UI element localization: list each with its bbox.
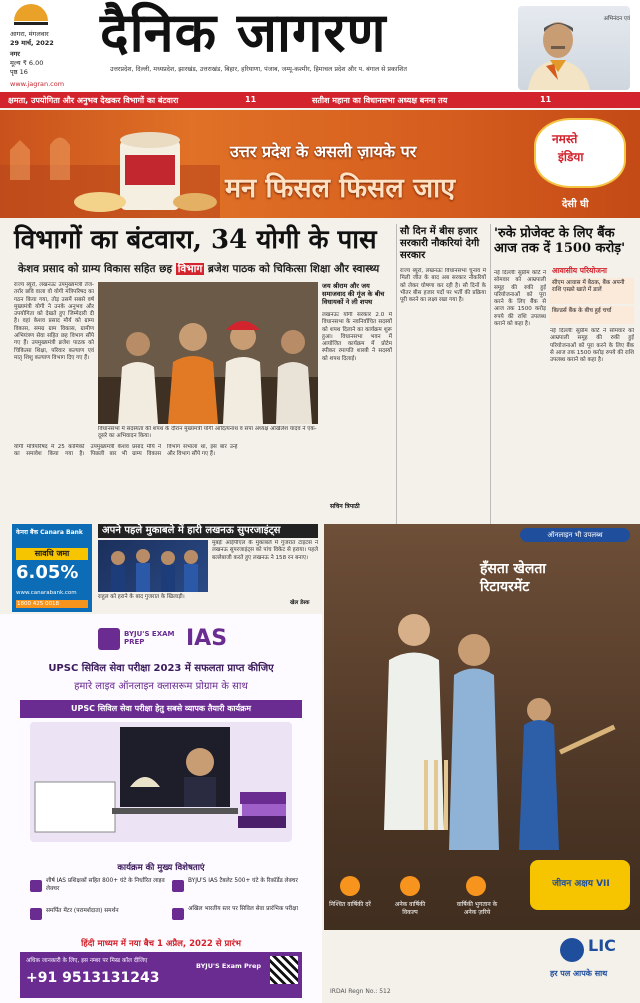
canara-bank: केनरा बैंक Canara Bank — [16, 529, 83, 536]
cricket-team-icon — [98, 540, 208, 592]
byjus-feature-4: अखिल भारतीय स्तर पर सिविल सेवा प्रारंभिक परीक्षा — [188, 906, 298, 912]
byjus-app[interactable]: BYJU'S Exam Prep — [196, 962, 262, 970]
oath-body: लखनऊः योगी सरकार 2.0 में विधानसभा के नवनिर्वाचित सदस्यों को शपथ दिलाने का कार्यक्रम शुरू हुआ। विधानसभा भवन में आयोजित कार्यक्रम में प्रोटेम स्पीकर रमापति शास्त्री ने सदस्यों को शपथ दिलाई। — [322, 312, 392, 362]
lic-badge-2: अनेक वार्षिकी विकल्प — [394, 901, 426, 916]
assembly-photo-icon — [98, 282, 318, 424]
brand-mid: इंडिया — [558, 150, 584, 164]
byjus-logo-icon — [98, 628, 120, 650]
ad-line-1: उत्तर प्रदेश के असली ज़ायके पर — [230, 142, 417, 161]
canara-label: सावधि जमा — [16, 548, 88, 560]
mentor-icon — [30, 908, 42, 920]
column-divider-2 — [490, 224, 491, 524]
byjus-title: UPSC सिविल सेवा परीक्षा 2023 में सफलता प्राप्त कीजिए — [48, 663, 274, 674]
deck-part-c: ब्रजेश पाठक को चिकित्सा शिक्षा और स्वास्थ्य — [207, 263, 380, 275]
lsg-headline[interactable]: अपने पहले मुकाबले में हारी लखनऊ सुपरजाइंट्स — [98, 524, 318, 538]
tablet-icon — [172, 880, 184, 892]
lic-reg: IRDAI Regn No.: 512 — [330, 988, 391, 995]
options-icon — [400, 876, 420, 896]
lic-badge-1: निश्चित वार्षिकी दरें — [329, 901, 371, 908]
canara-rate: 6.05% — [16, 562, 79, 583]
lead-column-1: राज्य ब्यूरो, लखनऊः उपमुख्यमंत्री तेज-तर्रार छवि वाला वो योगी मंत्रिपरिषद का गठन किया गया, तोड़ उसमें सबसे वर्ष मुख्यमंत्री योगी ने उनके अनुभव और उपयोगिता को देखते हुए जिम्मेदारी दी है। वहां केशव प्रसाद मौर्य को ग्राम्य विकास, समग्र ग्राम विकास, ग्रामीण अभियंत्रण सेवा सहित छह विभाग सौंपे गए हैं। उपमुख्यमंत्री ब्रजेश पाठक को चिकित्सा शिक्षा, परिवार कल्याण एवं मातृ शिशु कल्याण विभाग दिए गए हैं। — [14, 282, 94, 361]
lecture-icon — [30, 880, 42, 892]
byjus-features-title: कार्यक्रम की मुख्य विशेषताएं — [117, 863, 205, 873]
edition: नगर — [10, 50, 20, 58]
lic-slogan: हर पल आपके साथ — [550, 969, 608, 978]
jobs-headline[interactable]: सौ दिन में बीस हजार सरकारी नौकरियां देगी सरकार — [400, 226, 480, 261]
logo-underline — [14, 22, 48, 25]
ticker-right[interactable]: सतीश महाना का विधानसभा अध्यक्ष बनना तय — [312, 96, 448, 105]
canara-site[interactable]: www.canarabank.com — [16, 590, 77, 596]
ad-line-2: मन फिसल फिसल जाए — [225, 173, 456, 204]
byjus-contact-label: अधिक जानकारी के लिए, इस नम्बर पर मिस्ड कॉल दीजिए — [26, 958, 148, 964]
lead-lower-body: योगी मंत्रिपरिषद में 25 कार्मिकों का समावेश किया गया है। उपमुख्यमंत्री केशव प्रसाद मौर्य ने पिछली बार भी ग्राम्य विकास विभाग संभाला था, इस बार उन्हें और विभाग सौंपे गए हैं। — [14, 444, 238, 458]
ticker-left-page: 11 — [245, 95, 257, 104]
lead-headline[interactable]: विभागों का बंटवारा, 34 योगी के पास — [14, 225, 377, 255]
rate-icon — [340, 876, 360, 896]
bank-body-2: नई दिल्लीः सुप्रीम कोर्ट ने सोमवार को आम्रपाली समूह की रुकी हुई परियोजनाओं को पूरा करने के लिए बैंक से आज तक 1500 करोड़ रुपये की राशि उपलब्ध कराने को कहा है। — [550, 328, 634, 364]
byjus-feature-3: समर्पित मेंटर (परामर्शदाता) समर्थन — [46, 908, 119, 914]
bank-body: नई दिल्लीः सुप्रीम कोर्ट ने सोमवार को आम्रपाली समूह की रुकी हुई परियोजनाओं को पूरा करने के लिए बैंक से आज तक 1500 करोड़ रुपये की राशि उपलब्ध कराने को कहा है। — [494, 270, 546, 328]
qr-code-icon[interactable] — [270, 956, 298, 984]
byjus-visual — [30, 722, 292, 842]
canara-toll: 1800 425 0018 — [16, 600, 88, 608]
lead-author: सचिन त्रिपाठी — [330, 503, 360, 510]
laptop-books-icon — [30, 722, 292, 842]
jobs-body: राज्य ब्यूरो, लखनऊः विधानसभा चुनाव में मिली जीत के बाद अब सरकार नौकरियों को लेकर घोषणा कर रही है। सौ दिनों के भीतर बीस हजार पदों पर भर्ती की प्रक्रिया पूरी करने का लक्ष्य रखा गया है। — [400, 268, 486, 304]
lsg-body: मुंबईः आईपीएल के मुकाबले में गुजरात टाइटंस ने लखनऊ सुपरजाइंट्स को पांच विकेट से हराया। पहले बल्लेबाजी करते हुए लखनऊ ने 158 रन बनाए। — [212, 540, 318, 561]
byjus-subtitle: हमारे लाइव ऑनलाइन क्लासरूम प्रोग्राम के साथ — [74, 681, 248, 692]
bank-headline[interactable]: 'रुके प्रोजेक्ट के लिए बैंक आज तक दें 1500 करोड़' — [494, 226, 626, 256]
lic-brand: LIC — [588, 936, 616, 955]
byjus-feature-2: BYJU'S IAS टैबलेट 500+ घंटे के रिकॉर्डेड लेक्चर — [188, 878, 298, 884]
byjus-start: हिंदी माध्यम में नया बैच 1 अप्रैल, 2022 से प्रारंभ — [81, 939, 241, 949]
bank-bullet-2: बिल्डर्स बैंक के बीच हुई चर्चा — [550, 306, 634, 324]
byjus-feature-1: शीर्ष IAS प्रशिक्षकों सहित 800+ घंटे के निर्धारित लाइव लेक्चर — [46, 878, 165, 892]
lsg-caption: राहुल को हराने के बाद गुजरात के खिलाड़ी। — [98, 594, 185, 600]
website-link[interactable]: www.jagran.com — [10, 80, 65, 88]
pages: पृष्ठ 16 — [10, 68, 28, 76]
date: 29 मार्च, 2022 — [10, 39, 54, 47]
family-cricket-icon — [324, 600, 640, 870]
oath-subhead[interactable]: जय श्रीराम और जय समाजवाद की गूंज के बीच विधायकों ने ली शपथ — [322, 282, 385, 306]
byjus-phone[interactable]: +91 9513131243 — [26, 970, 160, 986]
editions-line: उत्तरप्रदेश, दिल्ली, मध्यप्रदेश, झारखंड, उत्तराखंड, बिहार, हरियाणा, पंजाब, जम्मू-कश्मीर, हिमाचल प्रदेश और प. बंगाल से प्रकाशित — [110, 66, 407, 73]
byjus-banner: UPSC सिविल सेवा परीक्षा हेतु सबसे व्यापक तैयारी कार्यक्रम — [20, 700, 302, 718]
price: मूल्य ₹ 6.00 — [10, 59, 44, 67]
lead-photo — [98, 282, 318, 424]
deck-part-b: विभाग — [177, 263, 203, 275]
lic-online: ऑनलाइन भी उपलब्ध — [520, 528, 630, 542]
lic-tagline: हँसता खेलता रिटायरमेंट — [480, 561, 546, 595]
portrait-caption: अभिनंदन एवं — [603, 16, 630, 22]
deck-part-a: केशव प्रसाद को ग्राम्य विकास सहित छह — [18, 263, 173, 275]
ticker-right-page: 11 — [540, 95, 552, 104]
lsg-photo — [98, 540, 208, 592]
city-skyline-icon — [0, 110, 220, 218]
date-line: आगरा, मंगलवार — [10, 30, 49, 38]
byjus-ias: IAS — [186, 626, 228, 651]
ticker-left[interactable]: क्षमता, उपयोगिता और अनुभव देखकर विभागों का बंटवारा — [8, 96, 179, 105]
brand-top: नमस्ते — [552, 132, 578, 146]
lic-logo-icon — [560, 938, 584, 962]
brand-sub: देसी घी — [562, 199, 589, 210]
test-icon — [172, 908, 184, 920]
payment-icon — [466, 876, 486, 896]
bank-tag: आवासीय परियोजना — [552, 266, 607, 275]
lic-badge-3: वार्षिकी भुगतान के अनेक ज़रिये — [456, 901, 498, 916]
newspaper-title: दैनिक जागरण — [100, 0, 387, 64]
lic-plan: जीवन अक्षय VII — [552, 879, 610, 889]
lsg-author: खेल डेस्क — [290, 600, 310, 606]
byjus-brand: BYJU'S EXAM PREP — [124, 630, 175, 646]
lead-deck — [18, 262, 379, 276]
lead-photo-caption: विधानसभा में सदस्यता की शपथ के दौरान मुख्यमंत्री योगी आदित्यनाथ व सपा अध्यक्ष अखिलेश यादव ने एक-दूसरे का अभिवादन किया। — [98, 426, 317, 439]
bank-bullet-1: सीएम आवास में बैठक, बैंक अपनी राशि एस्क्रो खाते में डालें — [550, 278, 634, 304]
column-divider — [396, 224, 397, 524]
